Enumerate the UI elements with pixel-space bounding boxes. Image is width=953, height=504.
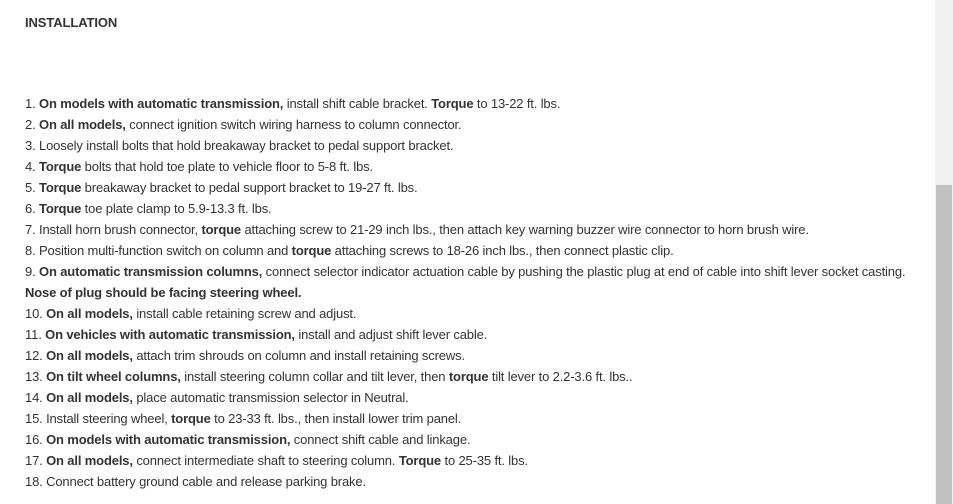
bold-text: Nose of plug should be facing steering wheel.: [25, 285, 302, 300]
step-number: 7.: [25, 222, 40, 237]
step-item: [25, 261, 910, 303]
step-number: 10.: [25, 306, 47, 321]
bold-text: torque: [171, 411, 211, 426]
bold-text: On all models,: [46, 306, 133, 321]
bold-text: Torque: [398, 453, 442, 468]
step-text: Install horn brush connector,: [39, 222, 202, 237]
step-item: [25, 177, 910, 198]
step-number: 2.: [25, 117, 40, 132]
step-text: install steering column collar and tilt lever, then: [180, 369, 449, 384]
step-item: [25, 471, 910, 492]
scrollbar-thumb[interactable]: [936, 185, 952, 504]
step-text: Install steering wheel,: [46, 411, 172, 426]
step-text: bolts that hold toe plate to vehicle floor to 5-8 ft. lbs.: [81, 159, 373, 174]
bold-text: torque: [201, 222, 241, 237]
step-text: connect ignition switch wiring harness to column connector.: [125, 117, 462, 132]
bold-text: On models with automatic transmission,: [39, 96, 284, 111]
bold-text: On tilt wheel columns,: [46, 369, 181, 384]
step-item: [25, 240, 910, 261]
step-text: tilt lever to 2.2-3.6 ft. lbs..: [488, 369, 633, 384]
step-item: [25, 387, 910, 408]
installation-steps: [25, 93, 910, 492]
step-text: attaching screws to 18-26 inch lbs., then connect plastic clip.: [331, 243, 674, 258]
bold-text: torque: [291, 243, 332, 258]
section-title: INSTALLATION: [25, 15, 118, 30]
step-item: [25, 429, 910, 450]
step-number: 13.: [25, 369, 47, 384]
step-text: breakaway bracket to pedal support bracket to 19-27 ft. lbs.: [81, 180, 418, 195]
step-number: 3.: [25, 138, 40, 153]
step-text: Position multi-function switch on column and: [39, 243, 292, 258]
step-item: [25, 198, 910, 219]
step-text: attach trim shrouds on column and install retaining screws.: [132, 348, 465, 363]
step-number: 9.: [25, 264, 40, 279]
bold-text: On all models,: [46, 390, 133, 405]
step-item: [25, 408, 910, 429]
step-number: 8.: [25, 243, 40, 258]
step-text: Loosely install bolts that hold breakaway bracket to pedal support bracket.: [39, 138, 454, 153]
step-number: 4.: [25, 159, 40, 174]
step-number: 16.: [25, 432, 47, 447]
bold-text: Torque: [431, 96, 474, 111]
step-number: 6.: [25, 201, 40, 216]
step-text: to 23-33 ft. lbs., then install lower trim panel.: [210, 411, 462, 426]
step-text: toe plate clamp to 5.9-13.3 ft. lbs.: [81, 201, 272, 216]
bold-text: On models with automatic transmission,: [46, 432, 291, 447]
bold-text: Torque: [39, 159, 82, 174]
step-number: 11.: [25, 327, 46, 342]
step-item: [25, 93, 910, 114]
step-item: [25, 366, 910, 387]
step-number: 1.: [25, 96, 40, 111]
bold-text: On vehicles with automatic transmission,: [45, 327, 295, 342]
step-number: 14.: [25, 390, 47, 405]
step-item: [25, 219, 910, 240]
step-text: connect intermediate shaft to steering column.: [132, 453, 399, 468]
step-number: 12.: [25, 348, 47, 363]
bold-text: On all models,: [46, 453, 133, 468]
step-text: connect shift cable and linkage.: [290, 432, 471, 447]
step-item: [25, 345, 910, 366]
step-item: [25, 114, 910, 135]
bold-text: torque: [448, 369, 489, 384]
step-number: 17.: [25, 453, 47, 468]
step-text: install shift cable bracket.: [283, 96, 432, 111]
bold-text: On all models,: [46, 348, 133, 363]
bold-text: On automatic transmission columns,: [39, 264, 263, 279]
step-text: to 13-22 ft. lbs.: [473, 96, 561, 111]
step-item: [25, 135, 910, 156]
step-number: 15.: [25, 411, 47, 426]
step-item: [25, 303, 910, 324]
step-text: Connect battery ground cable and release parking brake.: [46, 474, 366, 489]
step-text: attaching screw to 21-29 inch lbs., then attach key warning buzzer wire connector to horn brush wire.: [241, 222, 809, 237]
step-text: install cable retaining screw and adjust.: [132, 306, 357, 321]
step-text: install and adjust shift lever cable.: [294, 327, 488, 342]
step-item: [25, 156, 910, 177]
step-number: 5.: [25, 180, 40, 195]
step-item: [25, 324, 910, 345]
bold-text: On all models,: [39, 117, 126, 132]
step-number: 18.: [25, 474, 47, 489]
bold-text: Torque: [39, 180, 82, 195]
step-item: [25, 450, 910, 471]
step-text: connect selector indicator actuation cable by pushing the plastic plug at end of cable into shift lever socket casting.: [262, 264, 906, 279]
bold-text: Torque: [39, 201, 82, 216]
step-text: place automatic transmission selector in Neutral.: [132, 390, 409, 405]
scrollbar-track[interactable]: [935, 0, 953, 504]
step-text: to 25-35 ft. lbs.: [441, 453, 528, 468]
